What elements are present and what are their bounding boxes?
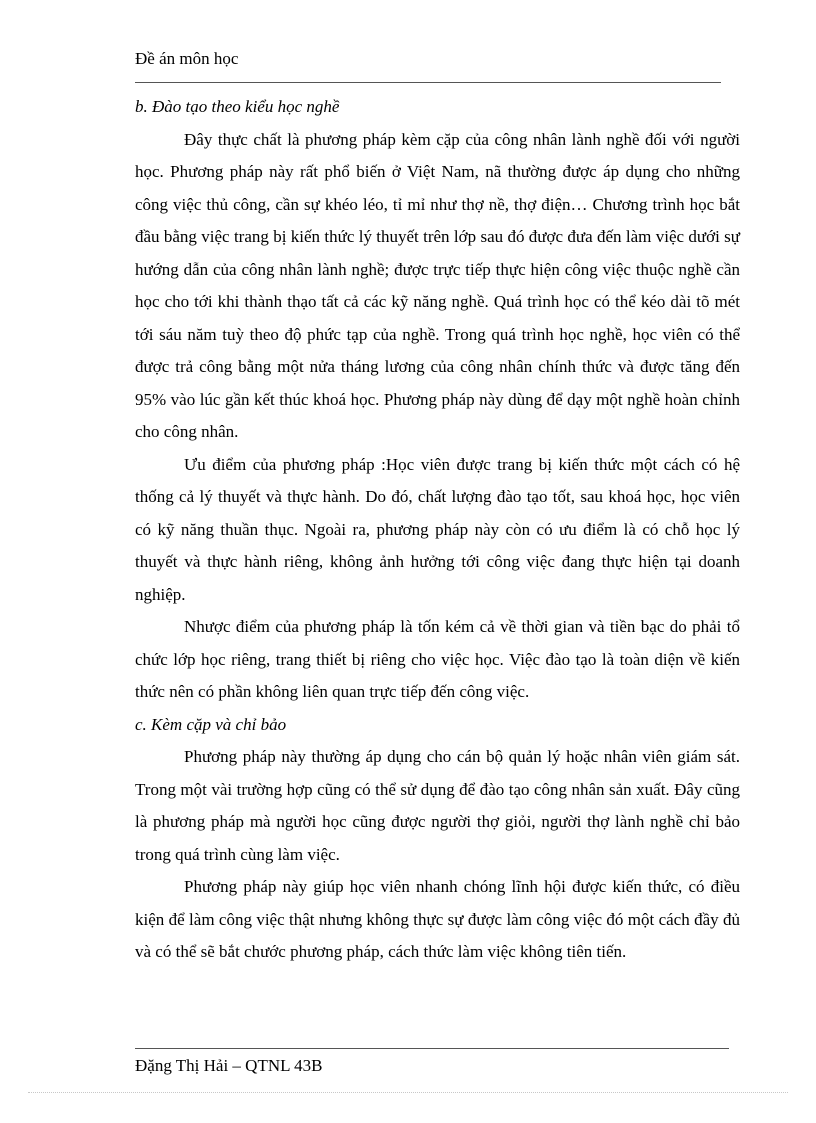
- page-footer-author: Đặng Thị Hải – QTNL 43B: [135, 1056, 323, 1075]
- section-heading-b: b. Đào tạo theo kiểu học nghề: [135, 97, 340, 116]
- paragraph-coaching-evaluation: Phương pháp này giúp học viên nhanh chóng lĩnh hội được kiến thức, có điều kiện để làm công việc thật nhưng không thực sự được làm công việc đó một cách đầy đủ và có thể sẽ bắt chước phương pháp, cách thức làm việc không tiên tiến.: [135, 877, 740, 961]
- paragraph-coaching-description: Phương pháp này thường áp dụng cho cán bộ quản lý hoặc nhân viên giám sát. Trong một vài trường hợp cũng có thể sử dụng để đào tạo công nhân sản xuất. Đây cũng là phương pháp mà người học cũng được người thợ giỏi, người thợ lành nghề chỉ bảo trong quá trình cùng làm việc.: [135, 747, 740, 864]
- paragraph-disadvantages: Nhược điểm của phương pháp là tốn kém cả về thời gian và tiền bạc do phải tổ chức lớp học riêng, trang thiết bị riêng cho việc học. Việc đào tạo là toàn diện về kiến thức nên có phần không liên quan trực tiếp đến công việc.: [135, 617, 740, 701]
- paragraph-apprenticeship-description: Đây thực chất là phương pháp kèm cặp của công nhân lành nghề đối với người học. Phương pháp này rất phổ biến ở Việt Nam, nã thường được áp dụng cho những công việc thủ công, cần sự khéo léo, tỉ mỉ như thợ nề, thợ điện… Chương trình học bắt đầu bằng việc trang bị kiến thức lý thuyết trên lớp sau đó được đưa đến làm việc dưới sự hướng dẫn của công nhân lành nghề; được trực tiếp thực hiện công việc thuộc nghề cần học cho tới khi thành thạo tất cả các kỹ năng nghề. Quá trình học có thể kéo dài tõ mét tới sáu năm tuỳ theo độ phức tạp của nghề. Trong quá trình học nghề, học viên có thể được trả công bằng một nửa tháng lương của công nhân chính thức và được tăng đến 95% vào lúc gần kết thúc khoá học. Phương pháp này dùng để dạy một nghề hoàn chỉnh cho công nhân.: [135, 129, 740, 441]
- document-body: [135, 91, 740, 969]
- header-divider: [135, 82, 721, 83]
- paragraph-advantages: Ưu điểm của phương pháp :Học viên được trang bị kiến thức một cách có hệ thống cả lý thuyết và thực hành. Do đó, chất lượng đào tạo tốt, sau khoá học, học viên có kỹ năng thuần thục. Ngoài ra, phương pháp này còn có ưu điểm là có chỗ học lý thuyết và thực hành riêng, không ảnh hưởng tới công việc đang thực hiện tại doanh nghiệp.: [135, 454, 740, 604]
- footer-divider: [135, 1048, 729, 1049]
- page-bottom-edge: [28, 1092, 788, 1093]
- section-heading-c: c. Kèm cặp và chỉ bảo: [135, 714, 287, 734]
- page-header-title: Đề án môn học: [135, 49, 239, 68]
